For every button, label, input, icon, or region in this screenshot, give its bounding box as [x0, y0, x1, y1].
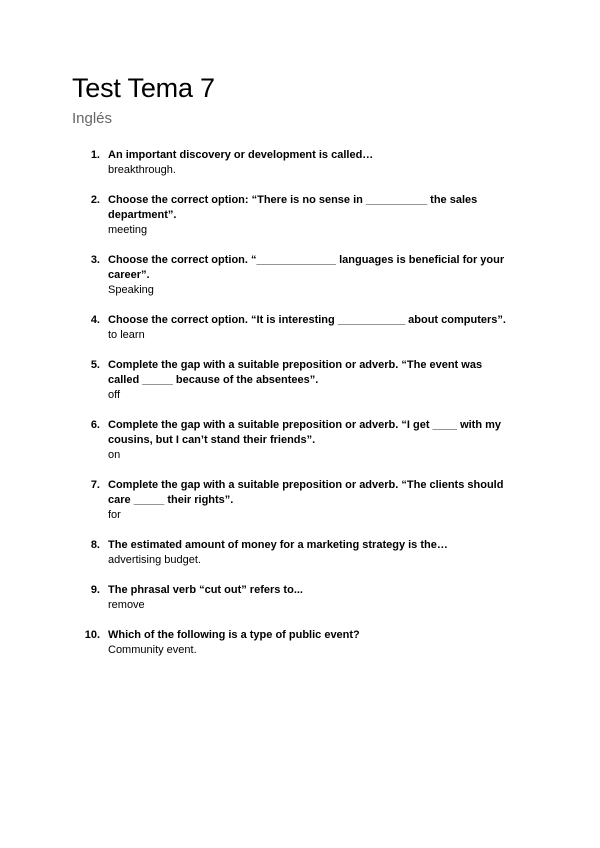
question-text: Choose the correct option. “_____________ languages is beneficial for your career”.	[108, 254, 505, 281]
question-number: 4.	[90, 314, 100, 326]
question-answer: advertising budget.	[108, 554, 201, 566]
question-number: 2.	[90, 194, 100, 206]
question-item	[72, 193, 560, 238]
question-answer: on	[108, 449, 121, 461]
question-item	[72, 628, 560, 658]
question-item	[72, 313, 560, 343]
question-text: Which of the following is a type of public event?	[108, 629, 360, 641]
question-text: Complete the gap with a suitable preposition or adverb. “The event was called _____ because of the absentees”.	[108, 359, 483, 386]
question-answer: off	[108, 389, 121, 401]
question-item	[72, 418, 560, 463]
question-number: 5.	[90, 359, 100, 371]
question-number: 10.	[84, 629, 100, 641]
page-subtitle: Inglés	[72, 110, 113, 127]
question-text: An important discovery or development is called…	[108, 149, 374, 161]
page-title: Test Tema 7	[72, 73, 215, 103]
question-item	[72, 538, 560, 568]
question-number: 1.	[90, 149, 100, 161]
question-text: The phrasal verb “cut out” refers to...	[108, 584, 303, 596]
question-number: 6.	[90, 419, 100, 431]
question-number: 8.	[90, 539, 100, 551]
question-answer: for	[108, 509, 121, 521]
question-list	[72, 148, 560, 658]
question-item	[72, 478, 560, 523]
question-text: The estimated amount of money for a marketing strategy is the…	[108, 539, 448, 551]
question-answer: breakthrough.	[108, 164, 176, 176]
question-item	[72, 253, 560, 298]
question-answer: Speaking	[108, 284, 154, 296]
question-text: Choose the correct option: “There is no sense in __________ the sales department”.	[108, 194, 478, 221]
question-item	[72, 148, 560, 178]
question-answer: remove	[108, 599, 145, 611]
question-answer: meeting	[108, 224, 148, 236]
question-item	[72, 583, 560, 613]
question-answer: Community event.	[108, 644, 197, 656]
question-text: Complete the gap with a suitable preposition or adverb. “I get ____ with my cousins, but I can’t stand their friends”.	[108, 419, 502, 446]
question-number: 9.	[90, 584, 100, 596]
question-number: 3.	[90, 254, 100, 266]
question-number: 7.	[90, 479, 100, 491]
question-item	[72, 358, 560, 403]
question-answer: to learn	[108, 329, 145, 341]
question-text: Complete the gap with a suitable preposition or adverb. “The clients should care _____ their rights”.	[108, 479, 504, 506]
question-text: Choose the correct option. “It is interesting ___________ about computers”.	[108, 314, 506, 326]
